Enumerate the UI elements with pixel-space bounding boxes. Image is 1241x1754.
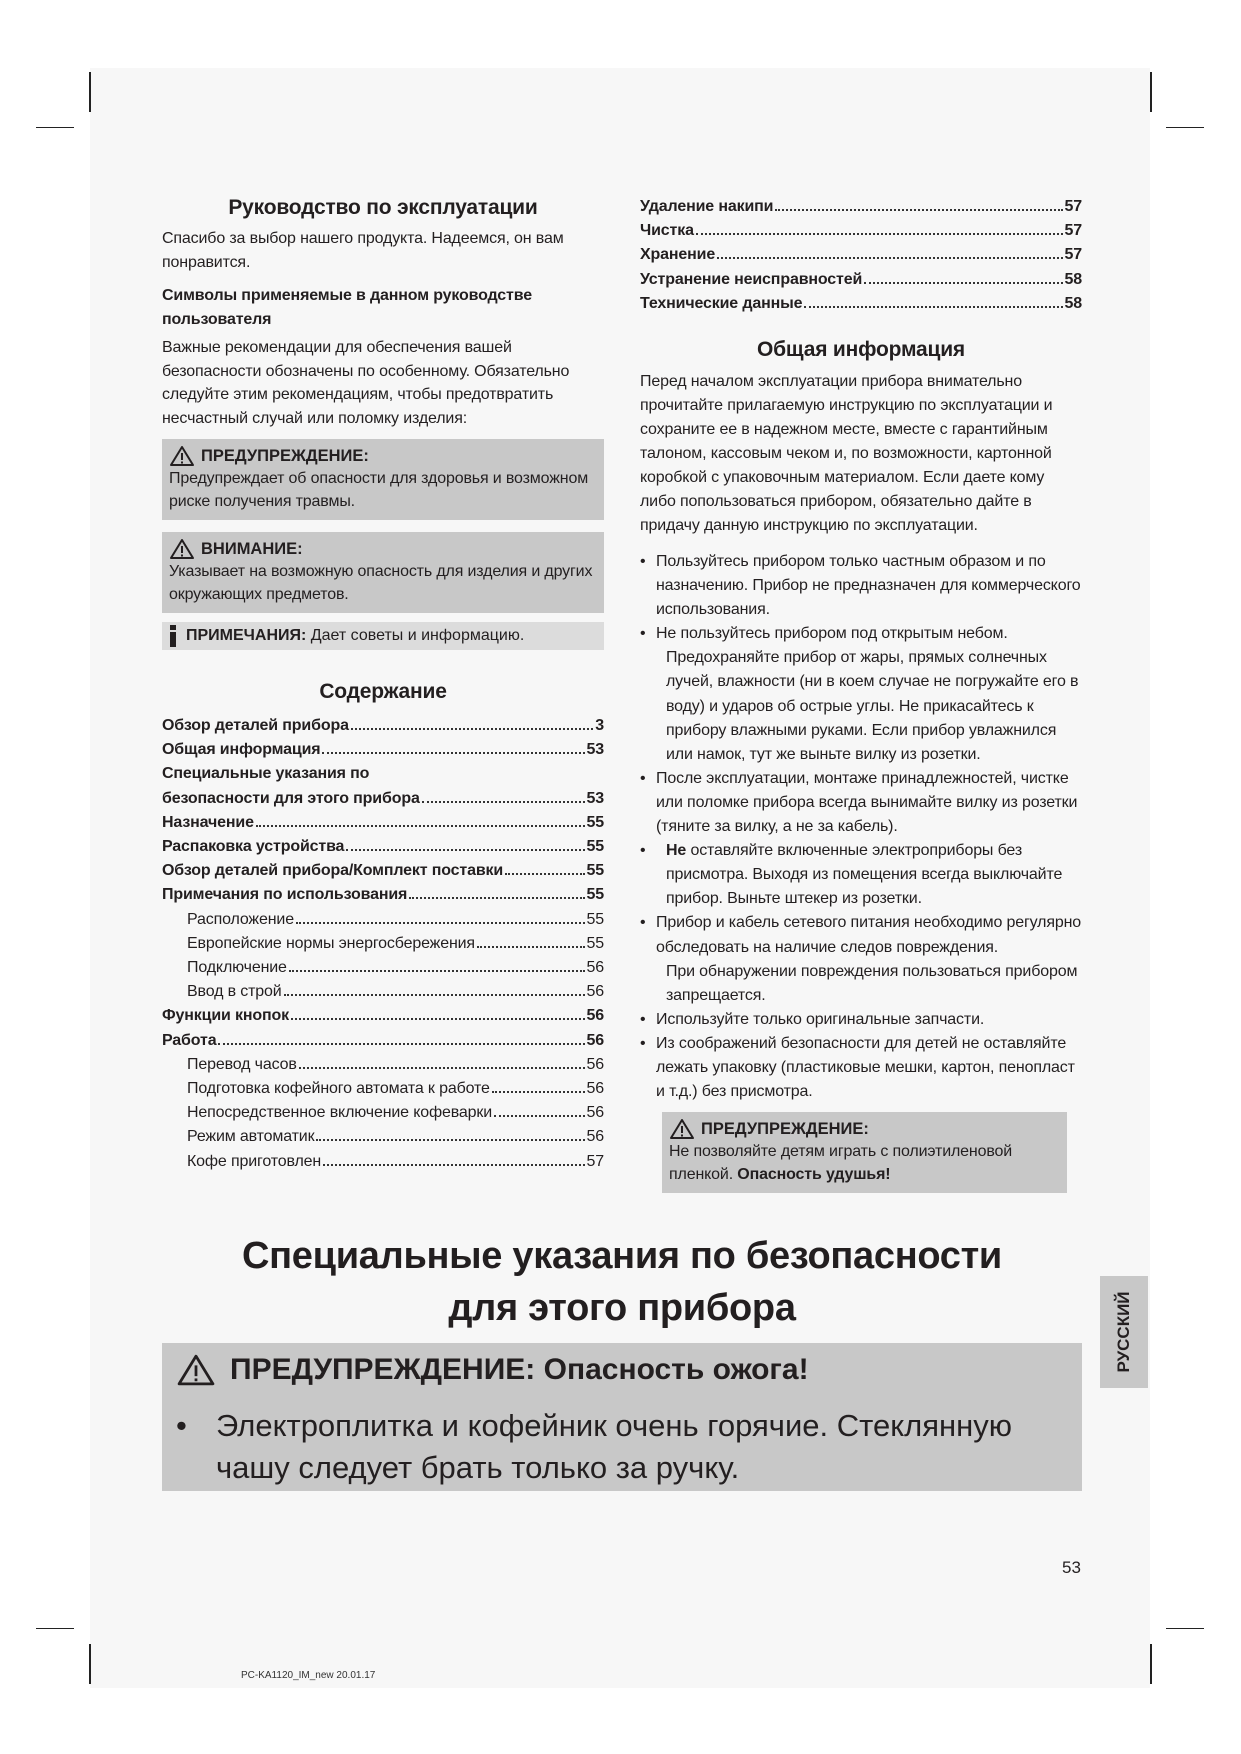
toc-entry bbox=[162, 1029, 604, 1053]
toc-leader-dots bbox=[289, 970, 585, 972]
toc-entry-label: Режим автоматик bbox=[187, 1128, 315, 1146]
toc-leader-dots bbox=[351, 728, 593, 730]
burn-warning-bullet bbox=[176, 1405, 1066, 1489]
toc-entry bbox=[162, 1053, 604, 1077]
toc-entry bbox=[162, 811, 604, 835]
toc-entry-label: Подключение bbox=[187, 959, 287, 977]
toc-leader-dots bbox=[864, 282, 1062, 284]
toc-entry-label: Специальные указания по bbox=[162, 765, 370, 783]
toc-entry-page: 58 bbox=[1064, 294, 1082, 312]
toc-entry bbox=[162, 1004, 604, 1028]
toc-leader-dots bbox=[492, 1091, 585, 1093]
toc-leader-dots bbox=[256, 825, 585, 827]
safety-heading-line1: Специальные указания по безопасности bbox=[242, 1235, 1002, 1277]
toc-entry-page: 56 bbox=[586, 1080, 604, 1098]
toc-entry-page: 55 bbox=[586, 934, 604, 952]
toc-entry bbox=[162, 714, 604, 738]
language-tab-label: РУССКИЙ bbox=[1114, 1291, 1133, 1373]
toc-entry-label: Обзор деталей прибора/Комплект поставки bbox=[162, 862, 504, 880]
toc-entry-label: Назначение bbox=[162, 813, 254, 831]
toc-entry-label: Чистка bbox=[640, 222, 694, 240]
children-warning-text bbox=[669, 1140, 1061, 1186]
toc-entry bbox=[162, 980, 604, 1004]
info-icon bbox=[168, 625, 178, 647]
general-info-heading: Общая информация bbox=[757, 338, 965, 362]
toc-entry-page: 56 bbox=[586, 1104, 604, 1122]
toc-entry-page: 55 bbox=[586, 813, 604, 831]
toc-leader-dots bbox=[316, 1139, 584, 1141]
toc-entry-page: 3 bbox=[595, 717, 604, 734]
toc-entry bbox=[640, 219, 1082, 243]
toc-entry-page: 56 bbox=[586, 1128, 604, 1146]
toc-entry-page: 55 bbox=[586, 862, 604, 880]
crop-mark bbox=[36, 1628, 74, 1629]
toc-leader-dots bbox=[696, 233, 1063, 235]
toc-entry-label: Примечания по использования bbox=[162, 886, 408, 904]
toc-entry-label: Удаление накипи bbox=[640, 198, 774, 215]
toc-entry bbox=[162, 835, 604, 859]
symbols-heading: Символы применяемые в данном руководстве пользователя bbox=[162, 287, 532, 328]
toc-entry-label: Общая информация bbox=[162, 741, 321, 759]
safety-heading bbox=[162, 1230, 1082, 1334]
toc-entry-label: Перевод часов bbox=[187, 1055, 297, 1073]
toc-entry-label: Кофе приготовлен bbox=[187, 1152, 322, 1170]
safety-heading-line2: для этого прибора bbox=[448, 1287, 796, 1329]
toc-entry bbox=[162, 1125, 604, 1149]
toc-entry-page: 56 bbox=[586, 983, 604, 1001]
toc-entry-label: безопасности для этого прибора bbox=[162, 789, 420, 807]
toc-leader-dots bbox=[775, 209, 1062, 211]
warning-legend-box bbox=[162, 439, 604, 520]
toc-leader-dots bbox=[291, 1018, 585, 1020]
crop-mark bbox=[1150, 72, 1152, 112]
safety-bullet-list bbox=[640, 550, 1082, 1104]
toc-leader-dots bbox=[322, 752, 584, 754]
toc-entry-page: 53 bbox=[586, 789, 604, 807]
toc-entry-label: Работа bbox=[162, 1031, 217, 1049]
toc-entry bbox=[162, 1150, 604, 1174]
burn-warning-title bbox=[176, 1353, 809, 1387]
list-item: • Используйте только оригинальные запчасти. bbox=[640, 1008, 1082, 1032]
toc-entry-page: 56 bbox=[586, 959, 604, 977]
toc-entry-page: 57 bbox=[1064, 222, 1082, 240]
list-item-text: Не пользуйтесь прибором под открытым небом. bbox=[656, 625, 1008, 643]
toc-entry-page: 57 bbox=[586, 1152, 604, 1170]
list-item bbox=[640, 911, 1082, 1007]
toc-heading: Содержание bbox=[319, 680, 447, 703]
toc-entry bbox=[640, 292, 1082, 316]
list-item-rest: оставляйте включенные электроприборы без присмотра. Выходя из помещения всегда выключайте прибор. Выньте штекер из розетки. bbox=[666, 842, 1063, 908]
children-warning-box bbox=[662, 1112, 1067, 1193]
toc-entry-page: 55 bbox=[586, 886, 604, 904]
children-warning-title bbox=[669, 1118, 1061, 1140]
list-item-bold: Не bbox=[666, 842, 687, 860]
warning-triangle-icon bbox=[669, 1118, 695, 1140]
list-item: • Из соображений безопасности для детей не оставляйте лежать упаковку (пластиковые мешки, картон, пенопласт и т.д.) без присмотра. bbox=[640, 1032, 1082, 1104]
toc-entry bbox=[162, 956, 604, 980]
toc-entry-label: Ввод в строй bbox=[187, 983, 282, 1001]
toc-entry-page: 55 bbox=[586, 910, 604, 928]
toc-list bbox=[162, 714, 604, 1174]
general-info-text: Перед началом эксплуатации прибора внимательно прочитайте прилагаемую инструкцию по эксплуатации и сохраните ее в надежном месте, вместе с гарантийным талоном, кассовым чеком и, по возможности, картонной коробкой с упаковочным материалом. Если даете кому либо попользоваться прибором, обязательно дайте в придачу данную инструкцию по эксплуатации. bbox=[640, 373, 1053, 535]
crop-mark bbox=[1166, 1628, 1204, 1629]
left-column bbox=[162, 196, 604, 1174]
list-item-text: Прибор и кабель сетевого питания необходимо регулярно обследовать на наличие следов повреждения. bbox=[656, 914, 1082, 956]
notes-legend-desc: Дает советы и информацию. bbox=[306, 627, 525, 644]
toc-leader-dots bbox=[296, 922, 585, 924]
list-item: • После эксплуатации, монтаже принадлежностей, чистке или поломке прибора всегда вынимайте вилку из розетки (тяните за вилку, а не за кабель). bbox=[640, 767, 1082, 839]
right-column bbox=[640, 196, 1082, 1193]
list-item bbox=[640, 622, 1082, 767]
toc-leader-dots bbox=[505, 873, 584, 875]
warning-legend-title bbox=[169, 445, 598, 467]
warning-triangle-icon bbox=[169, 445, 195, 467]
toc-entry-label: Технические данные bbox=[640, 294, 803, 312]
intro-text: Спасибо за выбор нашего продукта. Надеемся, он вам понравится. bbox=[162, 230, 564, 271]
children-warning-label: ПРЕДУПРЕЖДЕНИЕ: bbox=[701, 1120, 869, 1139]
toc-entry bbox=[640, 195, 1082, 219]
notes-legend-label: ПРИМЕЧАНИЯ: bbox=[186, 627, 307, 644]
manual-title: Руководство по эксплуатации bbox=[228, 196, 538, 219]
children-warning-body: Не позволяйте детям играть с полиэтиленовой пленкой. bbox=[669, 1143, 1013, 1184]
toc-entry-label: Устранение неисправностей bbox=[640, 270, 863, 288]
notes-legend-text bbox=[186, 627, 524, 645]
crop-mark bbox=[36, 127, 74, 128]
toc-entry-label: Распаковка устройства bbox=[162, 838, 345, 856]
toc-entry-label: Функции кнопок bbox=[162, 1007, 289, 1025]
toc-entry bbox=[640, 243, 1082, 267]
print-footer: PC-KA1120_IM_new 20.01.17 bbox=[241, 1670, 376, 1681]
burn-warning-text: Электроплитка и кофейник очень горячие. Стеклянную чашу следует брать только за ручку. bbox=[216, 1408, 1012, 1485]
warning-triangle-icon bbox=[176, 1353, 216, 1387]
caution-triangle-icon bbox=[169, 538, 195, 560]
caution-legend-box bbox=[162, 532, 604, 613]
toc-entry bbox=[162, 883, 604, 907]
toc-entry-page: 55 bbox=[586, 838, 604, 856]
toc-entry bbox=[162, 932, 604, 956]
toc-entry-page: 57 bbox=[1064, 198, 1082, 215]
crop-mark bbox=[89, 72, 91, 112]
toc-entry-label: Европейские нормы энергосбережения bbox=[187, 934, 475, 952]
toc-entry-page: 56 bbox=[586, 1007, 604, 1025]
toc-leader-dots bbox=[218, 1043, 584, 1045]
language-tab bbox=[1100, 1276, 1148, 1388]
symbols-text: Важные рекомендации для обеспечения вашей безопасности обозначены по особенному. Обязательно следуйте этим рекомендациям, чтобы предотвратить несчастный случай или поломку изделия: bbox=[162, 339, 570, 427]
toc-entry-page: 53 bbox=[586, 741, 604, 759]
toc-entry-page: 57 bbox=[1064, 246, 1082, 264]
toc-entry-label: Обзор деталей прибора bbox=[162, 717, 349, 734]
toc-entry bbox=[162, 738, 604, 762]
toc-entry-label: Непосредственное включение кофеварки bbox=[187, 1104, 493, 1122]
toc-leader-dots bbox=[323, 1164, 584, 1166]
children-warning-emphasis: Опасность удушья! bbox=[737, 1166, 891, 1184]
toc-leader-dots bbox=[299, 1067, 585, 1069]
toc-leader-dots bbox=[346, 849, 584, 851]
toc-entry bbox=[162, 762, 604, 786]
toc-entry bbox=[640, 268, 1082, 292]
caution-legend-title bbox=[169, 538, 598, 560]
toc-entry-page: 56 bbox=[586, 1031, 604, 1049]
toc-entry bbox=[162, 859, 604, 883]
burn-warning-label: ПРЕДУПРЕЖДЕНИЕ: Опасность ожога! bbox=[230, 1353, 809, 1386]
warning-legend-text: Предупреждает об опасности для здоровья и возможном риске получения травмы. bbox=[169, 470, 589, 510]
crop-mark bbox=[1166, 127, 1204, 128]
toc-leader-dots bbox=[409, 897, 584, 899]
list-item-continuation: При обнаружении повреждения пользоваться прибором запрещается. bbox=[666, 962, 1078, 1004]
toc-leader-dots bbox=[477, 946, 585, 948]
toc-entry-page: 56 bbox=[586, 1055, 604, 1073]
caution-legend-label: ВНИМАНИЕ: bbox=[201, 540, 303, 558]
toc-entry bbox=[162, 787, 604, 811]
toc-entry-page: 58 bbox=[1064, 270, 1082, 288]
warning-legend-label: ПРЕДУПРЕЖДЕНИЕ: bbox=[201, 447, 369, 465]
toc-entry-label: Подготовка кофейного автомата к работе bbox=[187, 1080, 490, 1098]
toc-entry bbox=[162, 1101, 604, 1125]
toc-leader-dots bbox=[422, 801, 585, 803]
toc-entry-label: Расположение bbox=[187, 910, 294, 928]
crop-mark bbox=[1150, 1644, 1152, 1684]
list-item bbox=[640, 839, 1082, 911]
list-item-text bbox=[656, 839, 1082, 911]
toc-entry bbox=[162, 1077, 604, 1101]
bullet-dot: • bbox=[176, 1408, 187, 1443]
toc-entry bbox=[162, 908, 604, 932]
toc-leader-dots bbox=[494, 1115, 584, 1117]
toc-leader-dots bbox=[284, 994, 585, 996]
caution-legend-text: Указывает на возможную опасность для изделия и других окружающих предметов. bbox=[169, 563, 593, 603]
page-number: 53 bbox=[1062, 1558, 1081, 1577]
list-item-continuation: Предохраняйте прибор от жары, прямых солнечных лучей, влажности (ни в коем случае не погружайте его в воду) и ударов об острые углы. Не прикасайтесь к прибору влажными руками. Если прибор увлажнился или намок, тут же выньте вилку из розетки. bbox=[666, 649, 1079, 763]
toc-entry-label: Хранение bbox=[640, 246, 716, 264]
burn-warning-box bbox=[162, 1343, 1082, 1491]
crop-mark bbox=[89, 1644, 91, 1684]
toc-list-continued bbox=[640, 195, 1082, 316]
notes-legend-box bbox=[162, 622, 604, 650]
toc-leader-dots bbox=[804, 306, 1062, 308]
toc-leader-dots bbox=[717, 257, 1062, 259]
list-item: • Пользуйтесь прибором только частным образом и по назначению. Прибор не предназначен для коммерческого использования. bbox=[640, 550, 1082, 622]
